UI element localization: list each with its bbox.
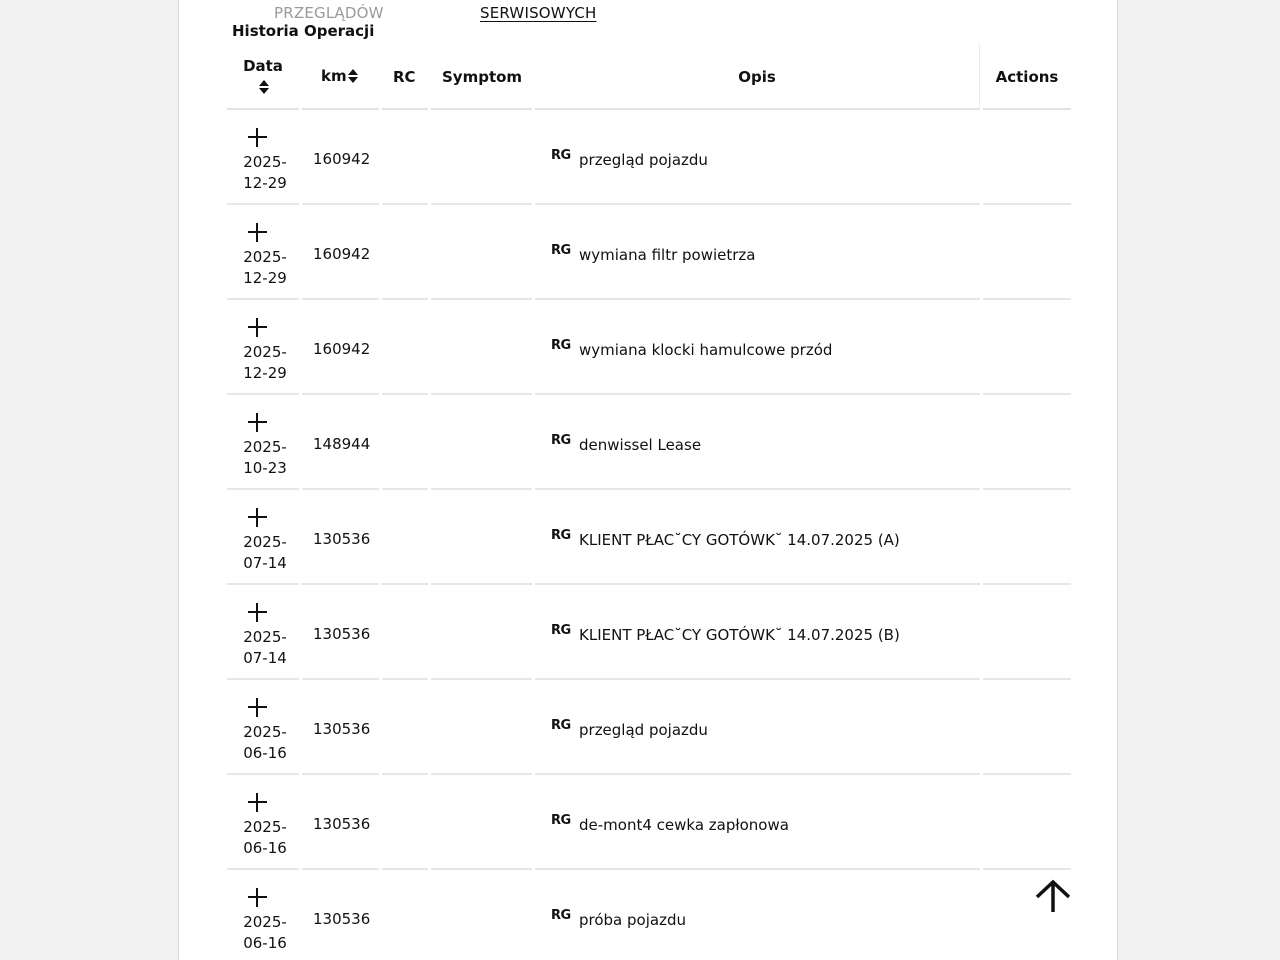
plus-icon[interactable] bbox=[248, 128, 267, 147]
cell-data bbox=[227, 300, 299, 395]
cell-symptom bbox=[431, 110, 532, 205]
cell-km bbox=[302, 870, 379, 960]
row-opis: denwissel Lease bbox=[579, 436, 702, 454]
rg-badge: RG bbox=[551, 433, 571, 448]
cell-opis bbox=[535, 870, 980, 960]
cell-data bbox=[227, 870, 299, 960]
cell-data bbox=[227, 205, 299, 300]
row-date-month-day: 06-16 bbox=[243, 744, 287, 762]
column-header-km[interactable] bbox=[302, 44, 379, 110]
row-date-month-day: 06-16 bbox=[243, 839, 287, 857]
cell-km bbox=[302, 680, 379, 775]
row-date-year: 2025- bbox=[243, 818, 287, 836]
row-date-month-day: 07-14 bbox=[243, 554, 287, 572]
rg-badge: RG bbox=[551, 813, 571, 828]
cell-data bbox=[227, 110, 299, 205]
cell-actions bbox=[983, 490, 1071, 585]
row-opis: przegląd pojazdu bbox=[579, 721, 708, 739]
cell-symptom bbox=[431, 680, 532, 775]
row-date bbox=[235, 817, 295, 859]
row-km: 130536 bbox=[313, 815, 371, 833]
cell-opis bbox=[535, 490, 980, 585]
cell-data bbox=[227, 775, 299, 870]
table-row bbox=[227, 585, 1071, 680]
column-header-actions bbox=[983, 44, 1071, 110]
column-header-rc bbox=[382, 44, 428, 110]
row-date-year: 2025- bbox=[243, 153, 287, 171]
plus-icon[interactable] bbox=[248, 698, 267, 717]
row-date-month-day: 10-23 bbox=[243, 459, 287, 477]
cell-actions bbox=[983, 585, 1071, 680]
row-opis: wymiana filtr powietrza bbox=[579, 246, 756, 264]
table-row bbox=[227, 110, 1071, 205]
table-row bbox=[227, 870, 1071, 960]
cell-km bbox=[302, 110, 379, 205]
cell-data bbox=[227, 395, 299, 490]
cell-km bbox=[302, 775, 379, 870]
row-date-year: 2025- bbox=[243, 438, 287, 456]
cell-symptom bbox=[431, 775, 532, 870]
column-label-opis: Opis bbox=[738, 68, 776, 86]
row-date bbox=[235, 437, 295, 479]
cell-opis bbox=[535, 395, 980, 490]
row-opis: przegląd pojazdu bbox=[579, 151, 708, 169]
rg-badge: RG bbox=[551, 908, 571, 923]
column-header-opis bbox=[535, 44, 980, 110]
row-km: 130536 bbox=[313, 720, 371, 738]
row-date-month-day: 12-29 bbox=[243, 364, 287, 382]
rg-badge: RG bbox=[551, 148, 571, 163]
cell-actions bbox=[983, 395, 1071, 490]
table-row bbox=[227, 205, 1071, 300]
cell-opis bbox=[535, 775, 980, 870]
cell-rc bbox=[382, 490, 428, 585]
row-date bbox=[235, 627, 295, 669]
tab-przeglady[interactable]: PRZEGLĄDÓW bbox=[274, 4, 384, 22]
cell-actions bbox=[983, 205, 1071, 300]
plus-icon[interactable] bbox=[248, 793, 267, 812]
table-row bbox=[227, 395, 1071, 490]
plus-icon[interactable] bbox=[248, 318, 267, 337]
cell-rc bbox=[382, 775, 428, 870]
plus-icon[interactable] bbox=[248, 508, 267, 527]
cell-actions bbox=[983, 775, 1071, 870]
cell-data bbox=[227, 585, 299, 680]
cell-rc bbox=[382, 395, 428, 490]
column-label-rc: RC bbox=[393, 68, 416, 86]
row-date bbox=[235, 247, 295, 289]
row-km: 160942 bbox=[313, 150, 371, 168]
cell-rc bbox=[382, 205, 428, 300]
plus-icon[interactable] bbox=[248, 223, 267, 242]
cell-symptom bbox=[431, 395, 532, 490]
row-date bbox=[235, 912, 295, 954]
cell-actions bbox=[983, 680, 1071, 775]
cell-symptom bbox=[431, 490, 532, 585]
cell-rc bbox=[382, 110, 428, 205]
column-label-symptom: Symptom bbox=[442, 68, 523, 86]
sort-icon[interactable] bbox=[259, 80, 269, 94]
operations-table bbox=[227, 44, 1071, 960]
row-km: 148944 bbox=[313, 435, 371, 453]
row-date-month-day: 07-14 bbox=[243, 649, 287, 667]
row-opis: KLIENT PŁAC˘CY GOTÓWK˘ 14.07.2025 (A) bbox=[579, 531, 900, 549]
rg-badge: RG bbox=[551, 528, 571, 543]
row-date-year: 2025- bbox=[243, 913, 287, 931]
section-title: Historia Operacji bbox=[232, 22, 375, 40]
cell-km bbox=[302, 490, 379, 585]
plus-icon[interactable] bbox=[248, 413, 267, 432]
sort-icon[interactable] bbox=[348, 69, 358, 83]
cell-data bbox=[227, 490, 299, 585]
row-date-month-day: 12-29 bbox=[243, 174, 287, 192]
cell-rc bbox=[382, 585, 428, 680]
row-date-year: 2025- bbox=[243, 533, 287, 551]
table-row bbox=[227, 490, 1071, 585]
service-history-panel bbox=[178, 0, 1118, 960]
table-row bbox=[227, 300, 1071, 395]
row-date bbox=[235, 532, 295, 574]
cell-rc bbox=[382, 870, 428, 960]
column-label-km: km bbox=[321, 67, 347, 85]
table-row bbox=[227, 680, 1071, 775]
cell-opis bbox=[535, 110, 980, 205]
rg-badge: RG bbox=[551, 338, 571, 353]
cell-opis bbox=[535, 205, 980, 300]
column-header-data[interactable] bbox=[227, 44, 299, 110]
column-label-data: Data bbox=[243, 57, 283, 75]
table-body bbox=[227, 110, 1071, 960]
cell-opis bbox=[535, 585, 980, 680]
cell-symptom bbox=[431, 205, 532, 300]
table-header bbox=[227, 44, 1071, 110]
cell-symptom bbox=[431, 870, 532, 960]
row-date bbox=[235, 722, 295, 764]
column-header-symptom bbox=[431, 44, 532, 110]
cell-km bbox=[302, 585, 379, 680]
cell-km bbox=[302, 205, 379, 300]
row-date-year: 2025- bbox=[243, 628, 287, 646]
rg-badge: RG bbox=[551, 243, 571, 258]
cell-rc bbox=[382, 300, 428, 395]
cell-km bbox=[302, 395, 379, 490]
row-opis: de-mont4 cewka zapłonowa bbox=[579, 816, 789, 834]
row-opis: KLIENT PŁAC˘CY GOTÓWK˘ 14.07.2025 (B) bbox=[579, 626, 900, 644]
row-date bbox=[235, 342, 295, 384]
row-date-year: 2025- bbox=[243, 723, 287, 741]
row-opis: próba pojazdu bbox=[579, 911, 686, 929]
cell-actions bbox=[983, 110, 1071, 205]
cell-symptom bbox=[431, 585, 532, 680]
cell-km bbox=[302, 300, 379, 395]
table-row bbox=[227, 775, 1071, 870]
row-date-year: 2025- bbox=[243, 248, 287, 266]
cell-rc bbox=[382, 680, 428, 775]
row-km: 160942 bbox=[313, 245, 371, 263]
column-label-actions: Actions bbox=[995, 68, 1059, 86]
rg-badge: RG bbox=[551, 623, 571, 638]
cell-symptom bbox=[431, 300, 532, 395]
row-km: 130536 bbox=[313, 530, 371, 548]
arrow-up-icon[interactable] bbox=[1034, 878, 1072, 916]
row-km: 130536 bbox=[313, 910, 371, 928]
cell-opis bbox=[535, 300, 980, 395]
row-date-month-day: 06-16 bbox=[243, 934, 287, 952]
cell-actions bbox=[983, 300, 1071, 395]
row-date-month-day: 12-29 bbox=[243, 269, 287, 287]
rg-badge: RG bbox=[551, 718, 571, 733]
cell-opis bbox=[535, 680, 980, 775]
tab-serwisowe[interactable]: SERWISOWYCH bbox=[480, 4, 597, 22]
row-opis: wymiana klocki hamulcowe przód bbox=[579, 341, 833, 359]
plus-icon[interactable] bbox=[248, 603, 267, 622]
plus-icon[interactable] bbox=[248, 888, 267, 907]
row-km: 160942 bbox=[313, 340, 371, 358]
row-date-year: 2025- bbox=[243, 343, 287, 361]
row-date bbox=[235, 152, 295, 194]
row-km: 130536 bbox=[313, 625, 371, 643]
cell-data bbox=[227, 680, 299, 775]
